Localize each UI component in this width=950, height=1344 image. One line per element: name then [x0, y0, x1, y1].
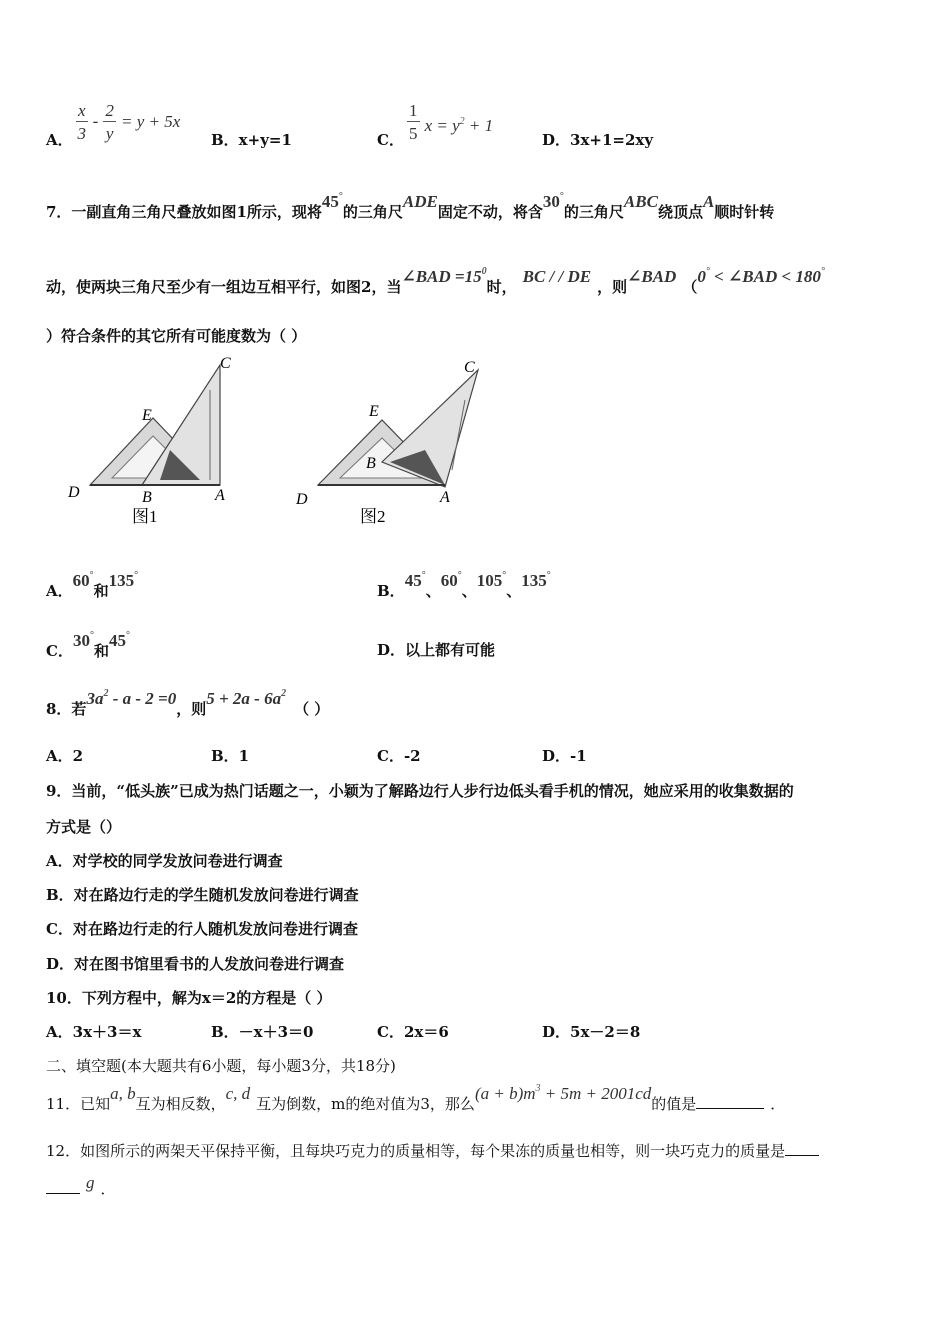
- q10-option-c: C．2x＝6: [377, 1023, 449, 1041]
- q8-option-c: C．-2: [377, 747, 421, 765]
- q8-stem: 8．若$3a^2 - a - 2 =0$，则$5 + 2a - 6a^2$（ ）: [46, 688, 330, 718]
- q7-line3: ）符合条件的其它所有可能度数为（ ）: [46, 327, 307, 345]
- q6-option-c-label: C．: [377, 131, 404, 149]
- fig2-caption: 图2: [360, 507, 386, 526]
- q7-option-d: D．以上都有可能: [377, 641, 496, 659]
- q7-line2: 动，使两块三角尺至少有一组边互相平行，如图2，当∠BAD $=15^0$时，BC / / DE，则∠BAD（0° < ∠BAD < 180°: [46, 266, 825, 296]
- q12-answer-blank-part2[interactable]: [46, 1193, 80, 1194]
- q7-option-b: B．45°、60°、105°、135°: [377, 570, 551, 600]
- q10-option-b: B．－x＋3＝0: [211, 1023, 314, 1041]
- fig2-label-a: A: [440, 489, 450, 506]
- q8-option-d: D．-1: [542, 747, 587, 765]
- section-heading-fill-in: 二、填空题(本大题共有6小题，每小题3分，共18分): [46, 1057, 396, 1075]
- q7-option-c: C．30°和45°: [46, 630, 130, 660]
- fig1-label-a: A: [215, 487, 225, 504]
- q10-option-d: D．5x－2＝8: [542, 1023, 641, 1041]
- q9-option-b: B．对在路边行走的学生随机发放问卷进行调查: [46, 886, 359, 904]
- fig2-label-c: C: [464, 359, 475, 376]
- q6-option-b: B．x+y=1: [211, 131, 292, 149]
- q7-option-a: A．60°和135°: [46, 570, 139, 600]
- q12-line2: g ．: [46, 1178, 116, 1199]
- q6-option-d: D．3x+1=2xy: [542, 131, 654, 149]
- q10-stem: 10．下列方程中，解为x＝2的方程是（ ）: [46, 989, 332, 1007]
- figure-2: [295, 359, 478, 526]
- q9-line1: 9．当前，“低头族”已成为热门话题之一，小颖为了解路边行人步行边低头看手机的情况，她应采用的收集数据的: [46, 782, 794, 800]
- q9-option-c: C．对在路边行走的行人随机发放问卷进行调查: [46, 920, 358, 938]
- q11-stem: 11．已知a, b互为相反数，c, d互为倒数，m的绝对值为3，那么$(a + b)m^3 + 5m + 2001cd$的值是 ．: [46, 1083, 786, 1113]
- q7-figures: [60, 350, 520, 530]
- fig1-label-b: B: [142, 489, 152, 506]
- fig1-label-d: D: [68, 484, 80, 501]
- q12-line1: 12．如图所示的两架天平保持平衡，且每块巧克力的质量相等，每个果冻的质量也相等，则一块巧克力的质量是: [46, 1140, 819, 1161]
- fig2-label-e: E: [369, 403, 379, 420]
- q12-answer-blank-part1[interactable]: [785, 1155, 819, 1156]
- fig1-caption: 图1: [132, 507, 158, 526]
- q11-answer-blank[interactable]: [696, 1108, 764, 1109]
- fig1-label-c: C: [220, 355, 231, 372]
- q6-option-a-label: A．: [46, 131, 73, 149]
- q7-line1: 7．一副直角三角尺叠放如图1所示，现将45°的三角尺ADE固定不动，将含30°的三角尺ABC绕顶点A顺时针转: [46, 191, 775, 221]
- figure-1: [67, 355, 231, 526]
- q9-option-d: D．对在图书馆里看书的人发放问卷进行调查: [46, 955, 345, 973]
- fig2-label-b: B: [366, 455, 376, 472]
- q10-option-a: A．3x＋3＝x: [46, 1023, 142, 1041]
- fig1-label-e: E: [142, 407, 152, 424]
- fig2-label-d: D: [296, 491, 308, 508]
- q6-option-c-equation: $\frac{1}{5}$ $x = y^2 + 1$: [409, 101, 494, 143]
- q8-option-a: A．2: [46, 747, 84, 765]
- q6-option-a-equation: $\frac{x}{3}$ - $\frac{2}{y}$ = y + 5x: [77, 101, 181, 143]
- q9-option-a: A．对学校的同学发放问卷进行调查: [46, 852, 283, 870]
- q8-option-b: B．1: [211, 747, 250, 765]
- q9-line2: 方式是（）: [46, 818, 122, 836]
